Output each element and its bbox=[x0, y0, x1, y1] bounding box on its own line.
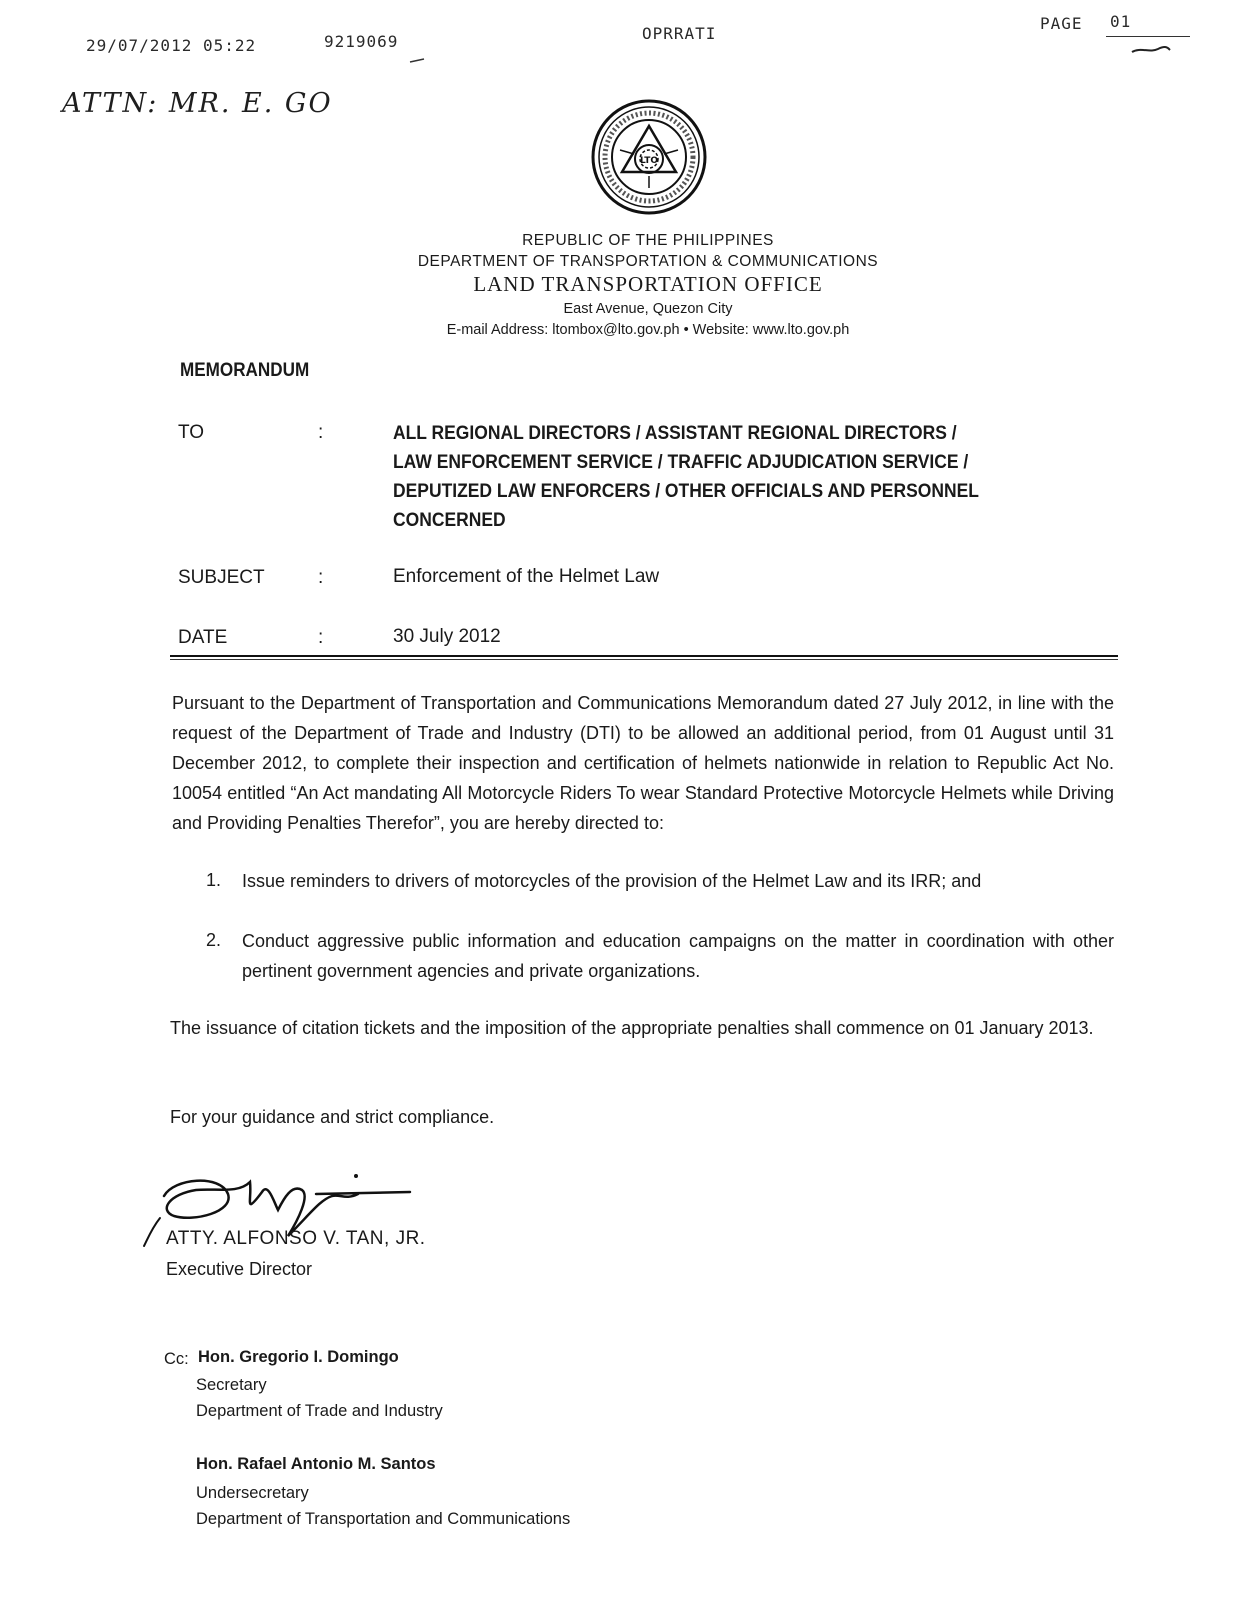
to-label: TO bbox=[178, 422, 205, 443]
to-line: ALL REGIONAL DIRECTORS / ASSISTANT REGIONAL DIRECTORS / bbox=[393, 423, 957, 444]
fax-station-id: OPRRATI bbox=[642, 24, 717, 43]
date-label: DATE bbox=[178, 627, 228, 648]
to-line: DEPUTIZED LAW ENFORCERS / OTHER OFFICIALS AND PERSONNEL bbox=[393, 481, 979, 502]
subject-colon: : bbox=[318, 567, 324, 588]
list-item-text: Conduct aggressive public information and education campaigns on the matter in coordination with other pertinent government agencies and private organizations. bbox=[242, 931, 1114, 981]
date-value: 30 July 2012 bbox=[393, 626, 501, 647]
date-colon: : bbox=[318, 627, 324, 648]
body-paragraph-intro: Pursuant to the Department of Transportation and Communications Memorandum dated 27 July 2012, in line with the request of the Department of Trade and Industry (DTI) to be allowed an additional period, from 01 August until 31 December 2012, to complete their inspection and certification of helmets nationwide in relation to Republic Act No. 10054 entitled “An Act mandating All Motorcycle Riders To wear Standard Protective Motorcycle Helmets while Driving and Providing Penalties Therefor”, you are hereby directed to: bbox=[172, 693, 1114, 833]
cc-recipient-position: Secretary bbox=[196, 1376, 267, 1394]
letterhead-contact: E-mail Address: ltombox@lto.gov.ph • Website: www.lto.gov.ph bbox=[446, 322, 850, 338]
cc-recipient-name: Hon. Rafael Antonio M. Santos bbox=[196, 1455, 436, 1473]
seal-lto-label: LTO bbox=[639, 156, 659, 166]
page-number-rule bbox=[1106, 36, 1190, 37]
to-recipients bbox=[393, 419, 982, 535]
list-item-number: 1. bbox=[206, 870, 222, 890]
fax-header-tick-mark bbox=[408, 56, 428, 66]
list-item-text: Issue reminders to drivers of motorcycles of the provision of the Helmet Law and its IRR; and bbox=[242, 871, 982, 891]
letterhead-department: DEPARTMENT OF TRANSPORTATION & COMMUNICATIONS bbox=[417, 253, 879, 270]
to-colon: : bbox=[318, 422, 324, 443]
cc-recipient-office: Department of Trade and Industry bbox=[196, 1402, 443, 1420]
cc-recipient-position: Undersecretary bbox=[196, 1484, 309, 1502]
page-scribble-mark bbox=[1130, 44, 1172, 56]
handwritten-attention-note: ATTN: MR. E. GO bbox=[62, 88, 333, 119]
fax-number: 9219069 bbox=[324, 32, 399, 51]
body-paragraph-penalties: The issuance of citation tickets and the imposition of the appropriate penalties shall commence on 01 January 2013. bbox=[170, 1018, 1094, 1038]
letterhead-republic: REPUBLIC OF THE PHILIPPINES bbox=[522, 232, 774, 249]
subject-value: Enforcement of the Helmet Law bbox=[393, 566, 660, 587]
cc-recipient-office: Department of Transportation and Communications bbox=[196, 1510, 571, 1528]
lto-seal-logo bbox=[590, 98, 708, 216]
cc-recipient-name: Hon. Gregorio I. Domingo bbox=[198, 1348, 399, 1366]
signatory-title: Executive Director bbox=[166, 1259, 313, 1279]
closing-line: For your guidance and strict compliance. bbox=[170, 1107, 495, 1127]
fax-timestamp: 29/07/2012 05:22 bbox=[86, 36, 257, 55]
to-line: LAW ENFORCEMENT SERVICE / TRAFFIC ADJUDICATION SERVICE / bbox=[393, 452, 969, 473]
letterhead-office-name: LAND TRANSPORTATION OFFICE bbox=[473, 272, 823, 296]
cc-label: Cc: bbox=[164, 1350, 189, 1368]
fax-page-label: PAGE bbox=[1040, 14, 1083, 33]
list-item-number: 2. bbox=[206, 930, 222, 950]
fax-page-number: 01 bbox=[1110, 12, 1132, 31]
to-line: CONCERNED bbox=[393, 510, 506, 531]
signatory-name: ATTY. ALFONSO V. TAN, JR. bbox=[166, 1228, 426, 1249]
header-divider-thin bbox=[170, 659, 1118, 660]
subject-label: SUBJECT bbox=[178, 567, 265, 588]
letterhead-address: East Avenue, Quezon City bbox=[563, 301, 733, 317]
header-divider bbox=[170, 655, 1118, 657]
memo-title: MEMORANDUM bbox=[180, 360, 310, 381]
